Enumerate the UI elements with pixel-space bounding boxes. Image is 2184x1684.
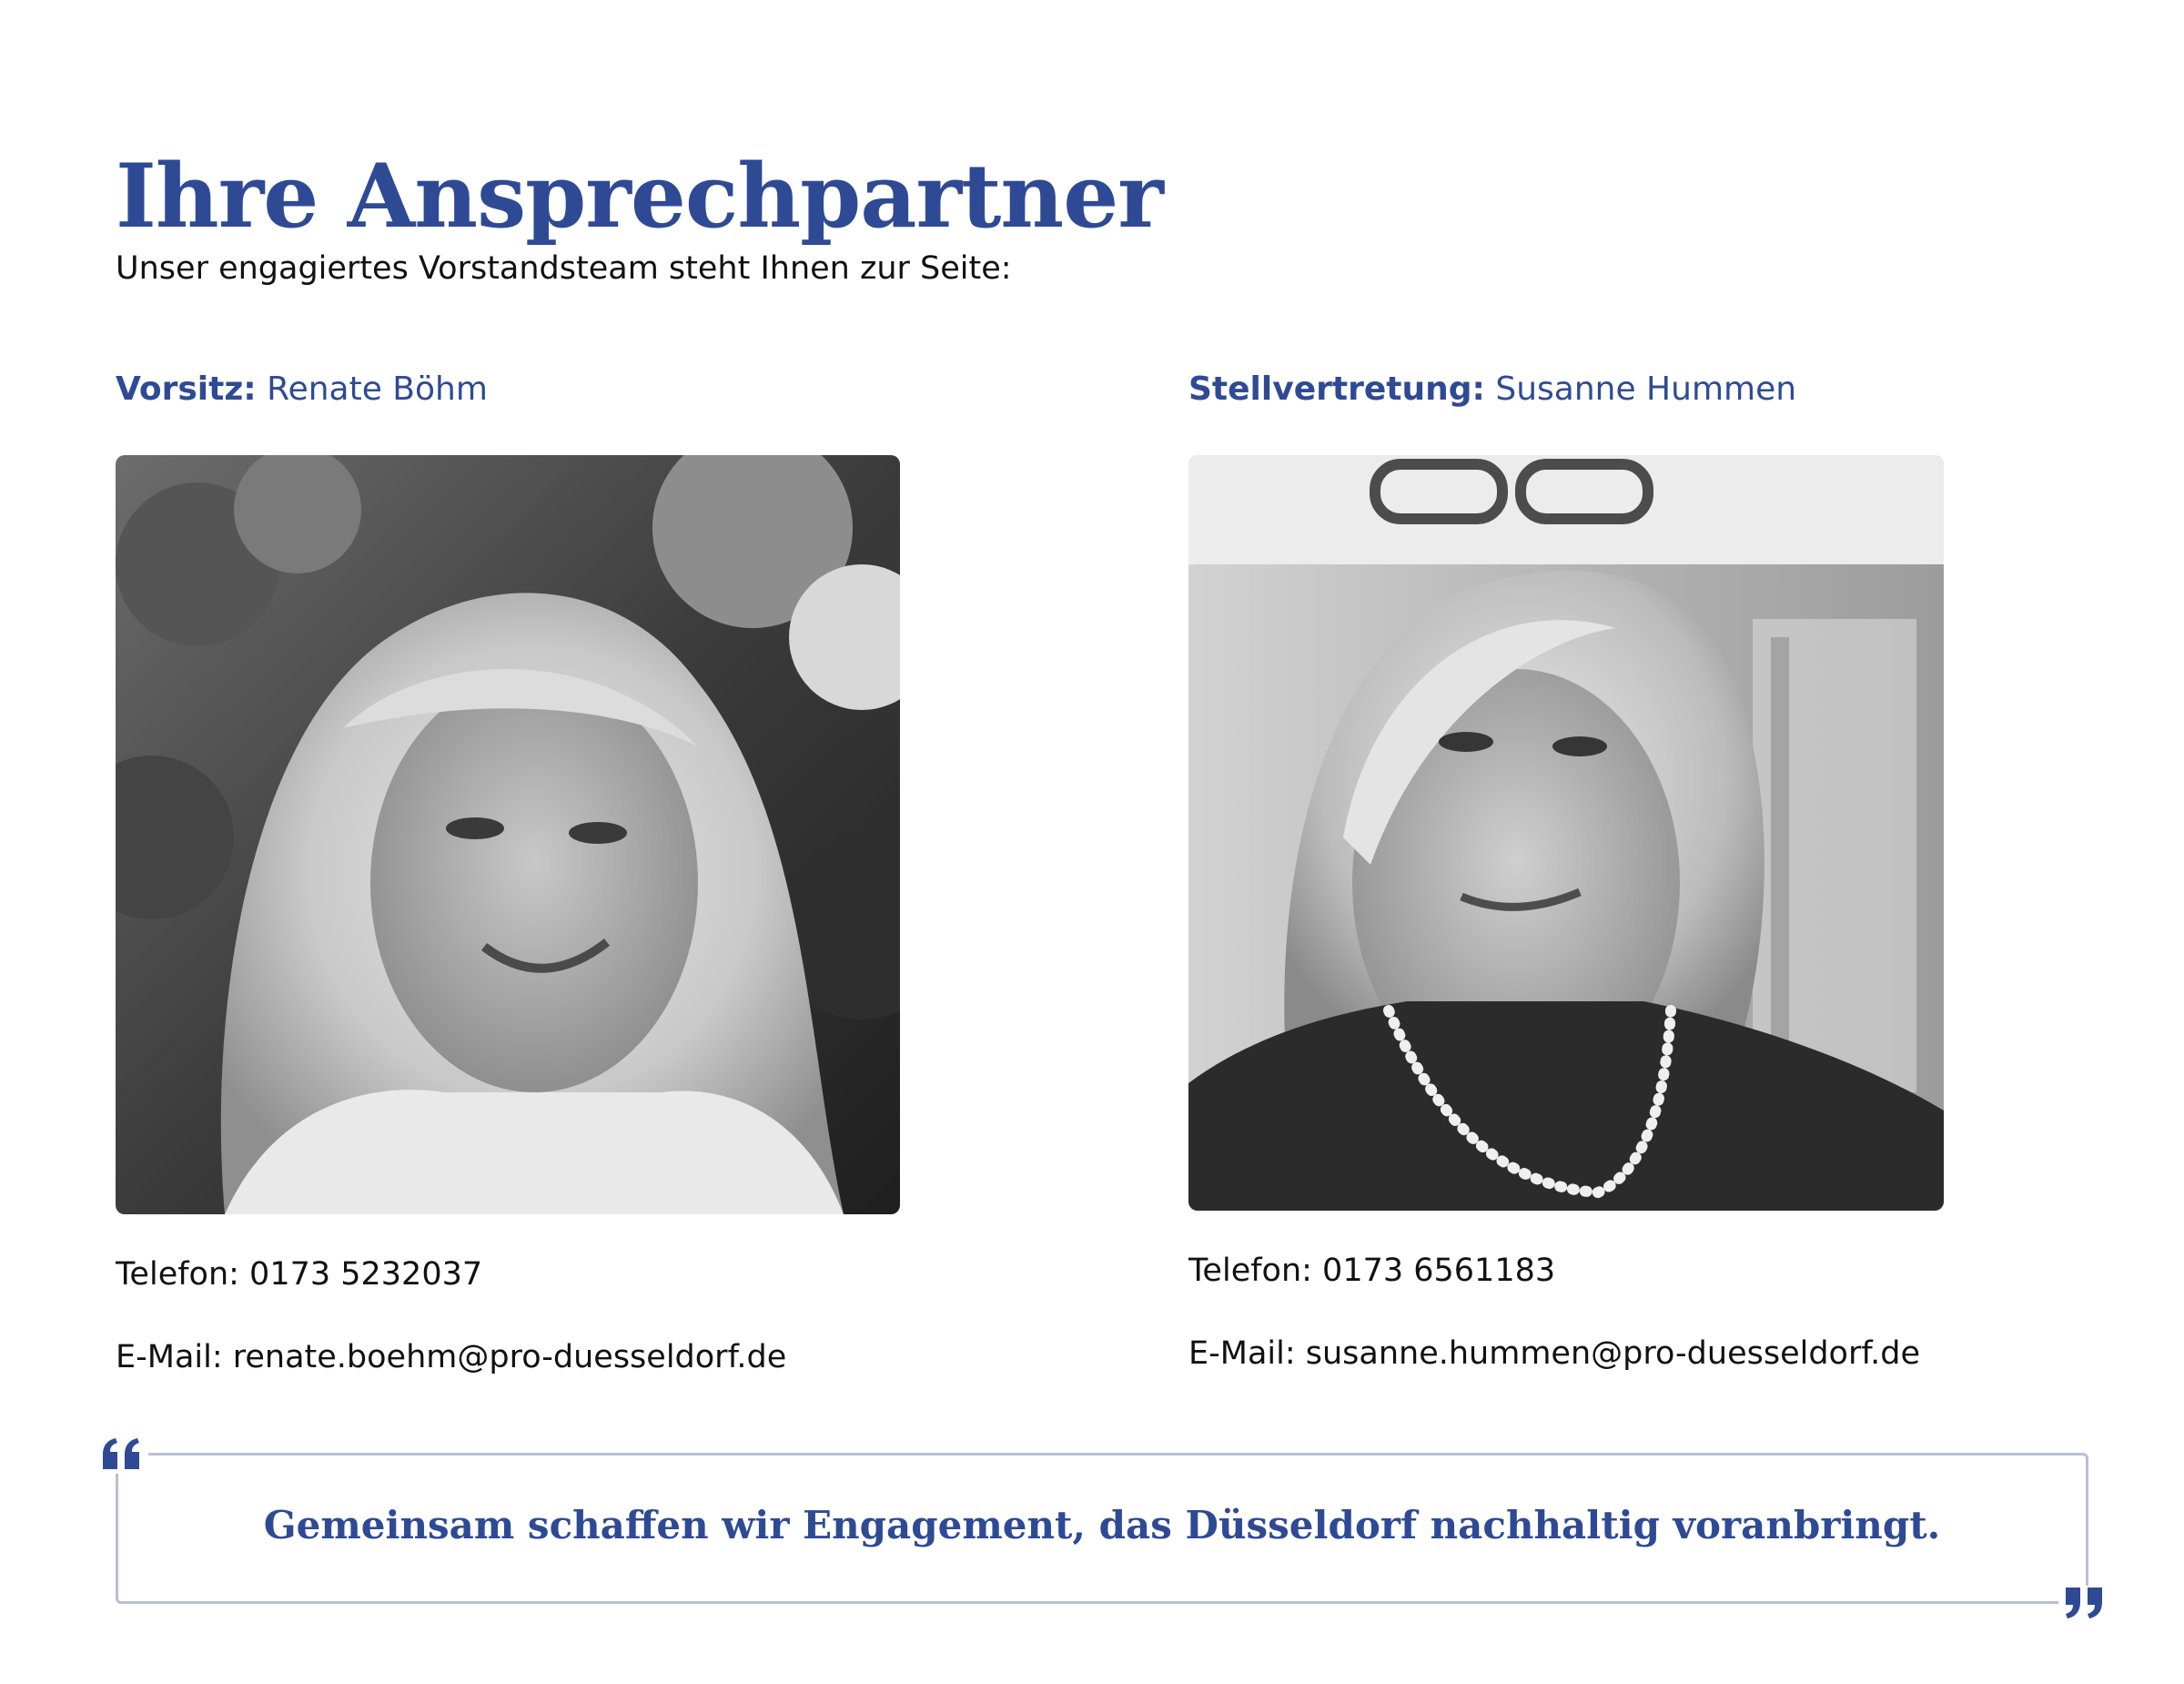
role-label: Stellvertretung: xyxy=(1188,370,1485,408)
contact-email: E-Mail: renate.boehm@pro-duesseldorf.de xyxy=(116,1339,787,1375)
quote-box xyxy=(116,1453,2088,1604)
closing-quote-icon xyxy=(2058,1586,2111,1623)
intro-text: Unser engagiertes Vorstandsteam steht Ihnen zur Seite: xyxy=(116,250,1012,287)
role-label: Vorsitz: xyxy=(116,370,257,408)
opening-quote-icon xyxy=(96,1436,148,1474)
contact-role-chair xyxy=(116,370,488,408)
portrait-photo-chair xyxy=(116,455,900,1214)
portrait-photo-deputy xyxy=(1188,455,1944,1211)
page-title: Ihre Ansprechpartner xyxy=(116,145,1163,249)
quote-text: Gemeinsam schaffen wir Engagement, das Düsseldorf nachhaltig voranbringt. xyxy=(263,1503,1941,1547)
contact-name: Susanne Hummen xyxy=(1495,370,1797,408)
contact-phone: Telefon: 0173 5232037 xyxy=(116,1256,483,1293)
contact-role-deputy xyxy=(1188,370,1796,408)
contact-email: E-Mail: susanne.hummen@pro-duesseldorf.de xyxy=(1188,1335,1921,1372)
contact-phone: Telefon: 0173 6561183 xyxy=(1188,1253,1556,1289)
contact-name: Renate Böhm xyxy=(267,370,488,408)
